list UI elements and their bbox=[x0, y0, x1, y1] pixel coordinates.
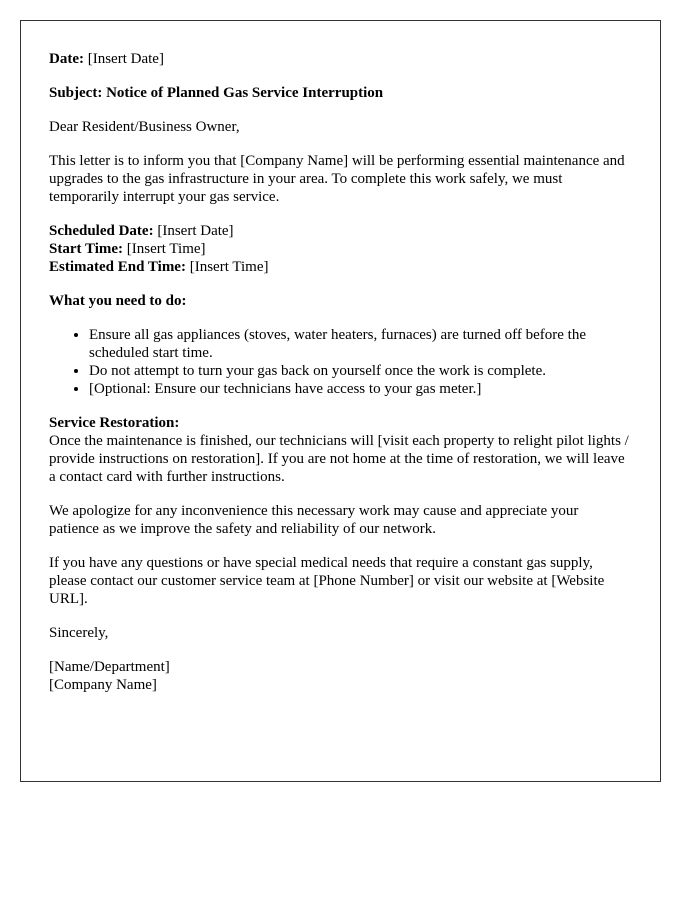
scheduled-date-label: Scheduled Date: bbox=[49, 223, 154, 239]
todo-heading bbox=[49, 292, 632, 310]
subject: Subject: Notice of Planned Gas Service Interruption bbox=[49, 85, 384, 101]
date-label: Date: bbox=[49, 51, 84, 67]
schedule-block bbox=[49, 222, 632, 276]
greeting: Dear Resident/Business Owner, bbox=[49, 119, 240, 135]
apology-paragraph: We apologize for any inconvenience this necessary work may cause and appreciate your patience as we improve the safety and reliability of our network. bbox=[49, 503, 579, 537]
signature-name: [Name/Department] bbox=[49, 659, 170, 675]
intro-paragraph: This letter is to inform you that [Company Name] will be performing essential maintenance and upgrades to the gas infrastructure in your area. To complete this work safely, we must temporarily interrupt your gas service. bbox=[49, 153, 625, 205]
contact-paragraph: If you have any questions or have special medical needs that require a constant gas supply, please contact our customer service team at [Phone Number] or visit our website at [Website URL]. bbox=[49, 555, 605, 607]
end-time-label: Estimated End Time: bbox=[49, 259, 186, 275]
end-time-value: [Insert Time] bbox=[189, 259, 269, 275]
todo-list bbox=[49, 326, 632, 398]
signature-company: [Company Name] bbox=[49, 677, 157, 693]
signature-block bbox=[49, 658, 632, 694]
date-value: [Insert Date] bbox=[87, 51, 164, 67]
restoration-block bbox=[49, 414, 632, 486]
list-item: • Ensure all gas appliances (stoves, water heaters, furnaces) are turned off before the scheduled start time. bbox=[89, 326, 632, 362]
restoration-heading: Service Restoration: bbox=[49, 415, 180, 431]
subject-line bbox=[49, 84, 632, 102]
list-item: • Do not attempt to turn your gas back on yourself once the work is complete. bbox=[89, 362, 632, 380]
date-line bbox=[49, 50, 632, 68]
scheduled-date-value: [Insert Date] bbox=[157, 223, 234, 239]
closing: Sincerely, bbox=[49, 625, 109, 641]
start-time-value: [Insert Time] bbox=[126, 241, 206, 257]
start-time-label: Start Time: bbox=[49, 241, 124, 257]
list-item: • [Optional: Ensure our technicians have access to your gas meter.] bbox=[89, 380, 632, 398]
letter bbox=[20, 20, 661, 782]
todo-heading-text: What you need to do: bbox=[49, 293, 187, 309]
restoration-text: Once the maintenance is finished, our technicians will [visit each property to relight pilot lights / provide instructions on restoration]. If you are not home at the time of restoration, we will leave a contact card with further instructions. bbox=[49, 433, 629, 485]
